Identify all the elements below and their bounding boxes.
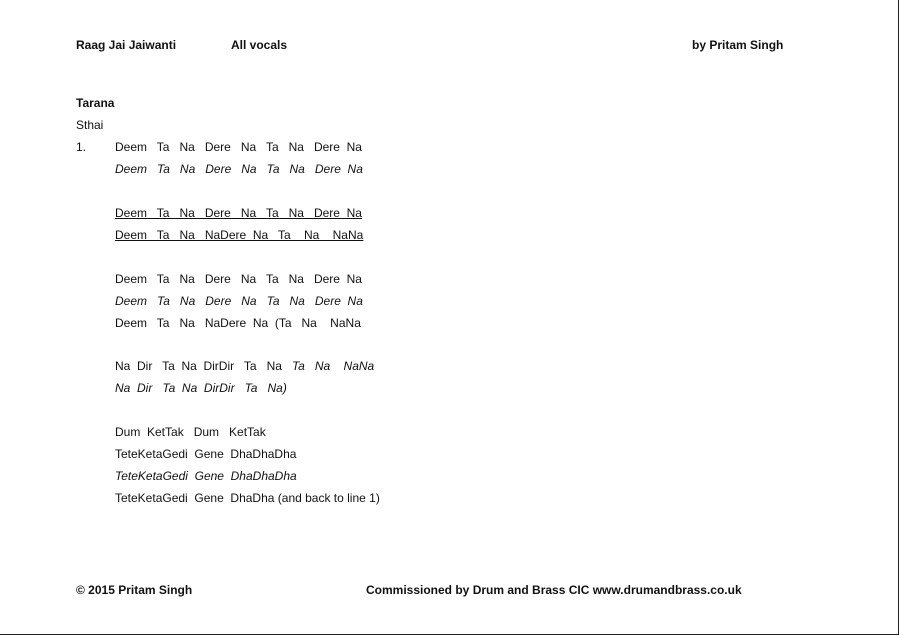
- vocals-label: All vocals: [231, 38, 288, 52]
- raag-title: Raag Jai Jaiwanti: [76, 38, 177, 52]
- notation-line: Deem Ta Na Dere Na Ta Na Dere Na: [115, 162, 363, 176]
- notation-line: Deem Ta Na NaDere Na Ta Na NaNa: [115, 228, 364, 242]
- notation-line: Deem Ta Na Dere Na Ta Na Dere Na: [115, 294, 363, 308]
- notation-line: TeteKetaGedi Gene DhaDhaDha: [115, 469, 297, 483]
- copyright-notice: © 2015 Pritam Singh: [76, 583, 193, 597]
- line-number: 1.: [76, 140, 87, 154]
- commission-notice: Commissioned by Drum and Brass CIC www.drumandbrass.co.uk: [366, 583, 742, 597]
- notation-segment: Na Dir Ta Na DirDir Ta Na: [115, 359, 282, 373]
- notation-segment: Ta Na NaNa: [291, 359, 375, 373]
- notation-line: Deem Ta Na Dere Na Ta Na Dere Na: [115, 272, 362, 286]
- author-credit: by Pritam Singh: [692, 38, 784, 52]
- notation-line: Deem Ta Na Dere Na Ta Na Dere Na: [115, 206, 362, 220]
- notation-line: Dum KetTak Dum KetTak: [115, 425, 266, 439]
- notation-line: Na Dir Ta Na DirDir Ta Na): [115, 381, 287, 395]
- notation-line: [115, 359, 374, 373]
- notation-line: Deem Ta Na NaDere Na (Ta Na NaNa: [115, 316, 361, 330]
- notation-line: TeteKetaGedi Gene DhaDha (and back to line 1): [115, 491, 380, 505]
- section-title: Tarana: [76, 96, 115, 110]
- notation-line: Deem Ta Na Dere Na Ta Na Dere Na: [115, 140, 362, 154]
- notation-line: TeteKetaGedi Gene DhaDhaDha: [115, 447, 297, 461]
- section-subtitle: Sthai: [76, 118, 104, 132]
